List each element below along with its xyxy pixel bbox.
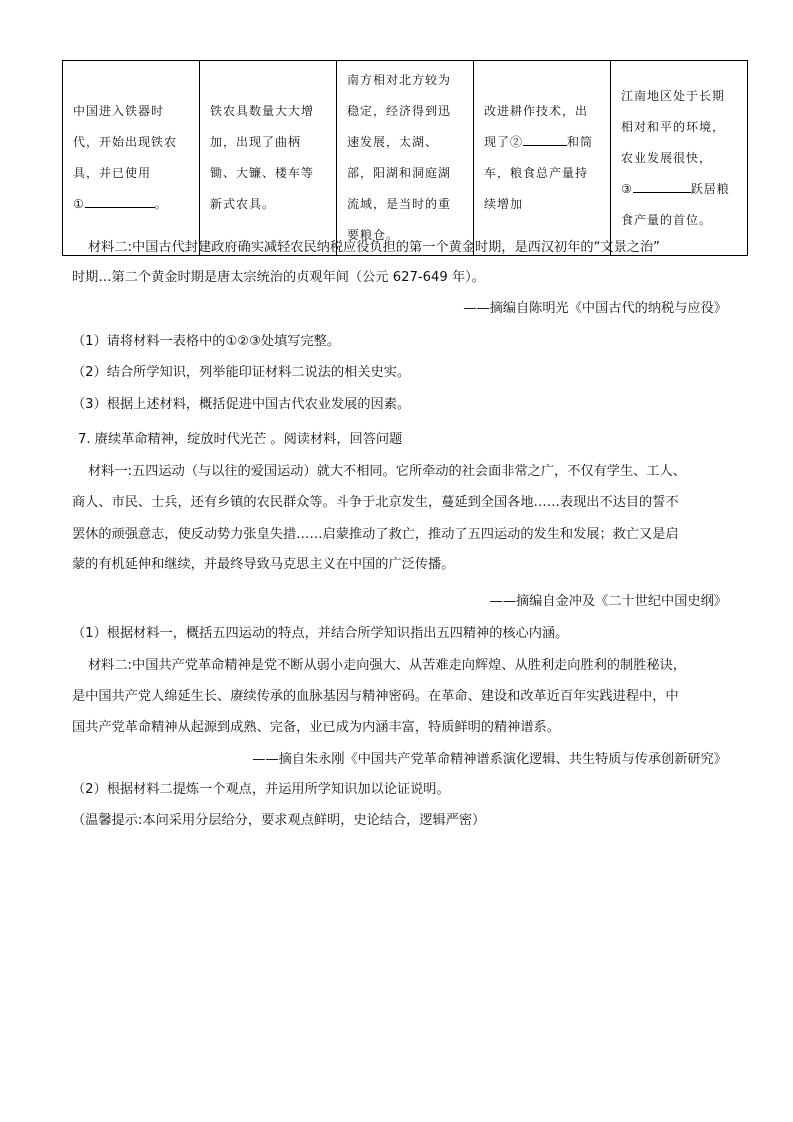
table-cell: 改进耕作技术，出现了② 和筒车，粮食总产量持续增加 bbox=[474, 61, 611, 256]
paragraph-line: 材料二:中国共产党革命精神是党不断从弱小走向强大、从苦难走向辉煌、从胜利走向胜利的制胜秘诀， bbox=[88, 658, 686, 673]
table-cell: 南方相对北方较为稳定，经济得到迅速发展，太湖、部，阳湖和洞庭湖流域，是当时的重要粮仓。 bbox=[337, 61, 474, 256]
question-line: （3）根据上述材料，概括促进中国古代农业发展的因素。 bbox=[72, 397, 411, 412]
paragraph-line: 蒙的有机延伸和继续，并最终导致马克思主义在中国的广泛传播。 bbox=[72, 557, 455, 572]
answer-blank[interactable] bbox=[85, 193, 155, 208]
paragraph-line: 材料二:中国古代封建政府确实减轻农民纳税应役负担的第一个黄金时期，是西汉初年的“文景之治” bbox=[88, 240, 660, 255]
paragraph-line: 是中国共产党人绵延生长、赓续传承的血脉基因与精神密码。在革命、建设和改革近百年实践进程中，中 bbox=[72, 689, 679, 704]
table-cell: 铁农具数量大大增加，出现了曲柄锄、大镰、楼车等新式农具。 bbox=[200, 61, 337, 256]
question-line: （1）请将材料一表格中的①②③处填写完整。 bbox=[72, 334, 341, 349]
question-line: （1）根据材料一，概括五四运动的特点，并结合所学知识指出五四精神的核心内涵。 bbox=[72, 626, 569, 641]
table-cell: 江南地区处于长期相对和平的环境，农业发展很快， ③ 跃居粮食产量的首位。 bbox=[611, 61, 748, 256]
paragraph-line: 国共产党革命精神从起源到成熟、完备，业已成为内涵丰富，特质鲜明的精神谱系。 bbox=[72, 720, 560, 735]
paragraph-line: 材料一:五四运动（与以往的爱国运动）就大不相同。它所牵动的社会面非常之广，不仅有学生、工人、 bbox=[88, 464, 686, 479]
source-citation: ——摘编自金冲及《二十世纪中国史纲》 bbox=[489, 594, 727, 609]
answer-blank[interactable] bbox=[523, 131, 567, 146]
table-cell: 中国进入铁器时代，开始出现铁农具，并已使用 ① 。 bbox=[63, 61, 200, 256]
paragraph-line: 商人、市民、士兵，还有乡镇的农民群众等。斗争于北京发生，蔓延到全国各地……表现出不达目的誓不 bbox=[72, 495, 679, 510]
question-title: 7. 赓续革命精神，绽放时代光芒 。阅读材料，回答问题 bbox=[78, 432, 403, 447]
question-line: （2）根据材料二提炼一个观点，并运用所学知识加以论证说明。 bbox=[72, 782, 450, 797]
source-citation: ——摘编自陈明光《中国古代的纳税与应役》 bbox=[463, 301, 727, 316]
hint-line: （温馨提示:本问采用分层给分，要求观点鲜明，史论结合，逻辑严密） bbox=[72, 813, 486, 828]
material-one-table bbox=[62, 60, 748, 256]
source-citation: ——摘自朱永刚《中国共产党革命精神谱系演化逻辑、共生特质与传承创新研究》 bbox=[252, 752, 727, 767]
paragraph-line: 时期…第二个黄金时期是唐太宗统治的贞观年间（公元 627-649 年）。 bbox=[72, 270, 485, 285]
question-line: （2）结合所学知识，列举能印证材料二说法的相关史实。 bbox=[72, 365, 411, 380]
answer-blank[interactable] bbox=[633, 178, 691, 193]
paragraph-line: 罢休的顽强意志，使反动势力张皇失措……启蒙推动了救亡，推动了五四运动的发生和发展；救亡又是启 bbox=[72, 527, 679, 542]
